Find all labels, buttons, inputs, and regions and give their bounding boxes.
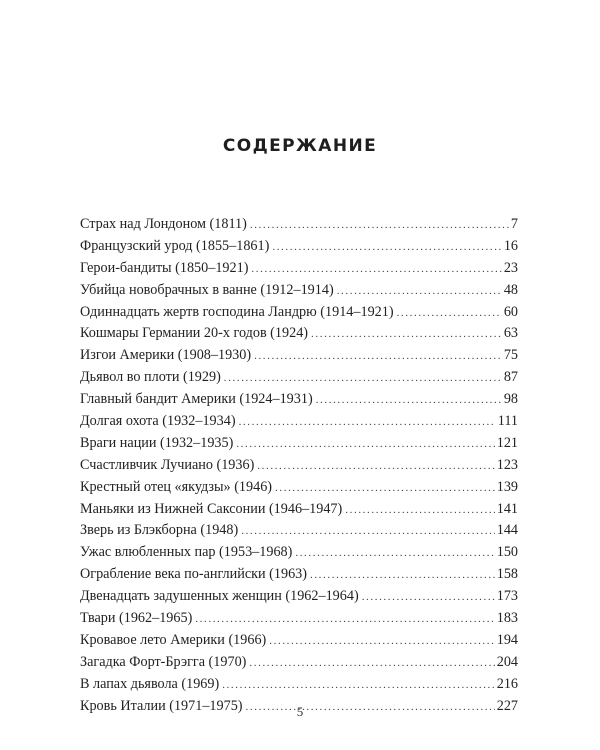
toc-entry-title: Страх над Лондоном (1811) [80,216,247,232]
toc-entry-title: Крестный отец «якудзы» (1946) [80,478,273,495]
toc-entry-page: 183 [496,610,518,627]
toc-entry-title: Герои-бандиты (1850–1921) [80,259,249,276]
toc-entry [80,455,518,477]
toc-entry [80,674,518,696]
toc-entry [80,586,518,608]
toc-entry [80,258,518,280]
toc-entry-title: Ограбление века по-английски (1963) [80,566,307,583]
toc-leader-dots [236,434,494,456]
toc-entry-title: Главный бандит Америки (1924–1931) [80,391,313,408]
toc-entry [80,236,518,258]
toc-entry-page: 123 [496,456,518,473]
toc-entry-title: Долгая охота (1932–1934) [80,413,236,430]
toc-entry-page: 227 [496,697,518,714]
toc-entry-title: Зверь из Блэкборна (1948) [80,522,239,539]
toc-entry-page: 194 [496,631,518,648]
toc-entry-page: 60 [503,303,518,320]
toc-entry [80,564,518,586]
toc-entry-page: 16 [503,237,518,254]
toc-entry-title: Счастливчик Лучиано (1936) [80,456,255,473]
toc-entry-page: 98 [503,391,518,408]
toc-entry-title: Загадка Форт-Брэгга (1970) [80,653,247,670]
toc-leader-dots [222,675,495,697]
toc-entry-title: Одиннадцать жертв господина Ландрю (1914–1921) [80,303,394,320]
toc-entry-title: В лапах дьявола (1969) [80,675,220,692]
toc-entry [80,302,518,324]
toc-entry [80,280,518,302]
toc-leader-dots [275,478,495,500]
toc-entry [80,367,518,389]
toc-entry-title: Двенадцать задушенных женщин (1962–1964) [80,588,359,605]
toc-entry-title: Изгои Америки (1908–1930) [80,347,252,364]
toc-leader-dots [224,368,502,390]
toc-leader-dots [272,237,501,259]
toc-leader-dots [239,412,496,434]
contents-heading: СОДЕРЖАНИЕ [222,136,378,156]
toc-entry-title: Кровь Италии (1971–1975) [80,697,243,714]
toc-leader-dots [345,500,494,522]
toc-entry [80,520,518,542]
toc-entry-page: 204 [496,653,518,670]
toc-entry [80,652,518,674]
toc-leader-dots [362,587,495,609]
toc-entry-title: Маньяки из Нижней Саксонии (1946–1947) [80,500,343,517]
toc-entry-page: 144 [496,522,518,539]
toc-entry [80,477,518,499]
toc-entry-page: 216 [496,675,518,692]
toc-entry-title: Дьявол во плоти (1929) [80,369,221,386]
page-number: 5 [296,704,304,719]
toc-leader-dots [250,215,509,237]
toc-entry [80,345,518,367]
toc-entry-page: 141 [496,500,518,517]
toc-leader-dots [311,324,502,346]
toc-entry-title: Кошмары Германии 20-х годов (1924) [80,325,309,342]
toc-leader-dots [251,259,501,281]
toc-leader-dots [295,543,494,565]
toc-entry-title: Французский урод (1855–1861) [80,237,270,254]
toc-entry [80,389,518,411]
toc-entry-page: 150 [496,544,518,561]
toc-entry [80,433,518,455]
toc-entry-title: Враги нации (1932–1935) [80,434,234,451]
toc-entry [80,608,518,630]
toc-entry [80,323,518,345]
toc-leader-dots [249,653,494,675]
toc-entry-page: 111 [497,413,518,430]
toc-entry-title: Твари (1962–1965) [80,610,193,627]
toc-entry-title: Ужас влюбленных пар (1953–1968) [80,544,293,561]
toc-leader-dots [337,281,502,303]
toc-leader-dots [397,303,502,325]
toc-leader-dots [269,631,494,653]
toc-entry-page: 7 [510,216,518,232]
toc-entry-page: 173 [496,588,518,605]
toc-entry-page: 75 [503,347,518,364]
toc-entry [80,630,518,652]
toc-leader-dots [254,346,502,368]
toc-leader-dots [241,521,495,543]
toc-entry [80,499,518,521]
toc-entry-page: 158 [496,566,518,583]
toc-entry-page: 139 [496,478,518,495]
toc-leader-dots [257,456,494,478]
toc-entry-page: 121 [496,434,518,451]
toc-entry-page: 23 [503,259,518,276]
table-of-contents [80,214,518,717]
toc-entry-page: 87 [503,369,518,386]
toc-entry [80,542,518,564]
toc-entry [80,214,518,236]
toc-entry-page: 48 [503,281,518,298]
toc-leader-dots [310,565,495,587]
toc-entry-title: Кровавое лето Америки (1966) [80,631,267,648]
toc-leader-dots [316,390,502,412]
toc-entry-title: Убийца новобрачных в ванне (1912–1914) [80,281,334,298]
toc-entry [80,411,518,433]
toc-leader-dots [195,609,494,631]
toc-entry-page: 63 [503,325,518,342]
